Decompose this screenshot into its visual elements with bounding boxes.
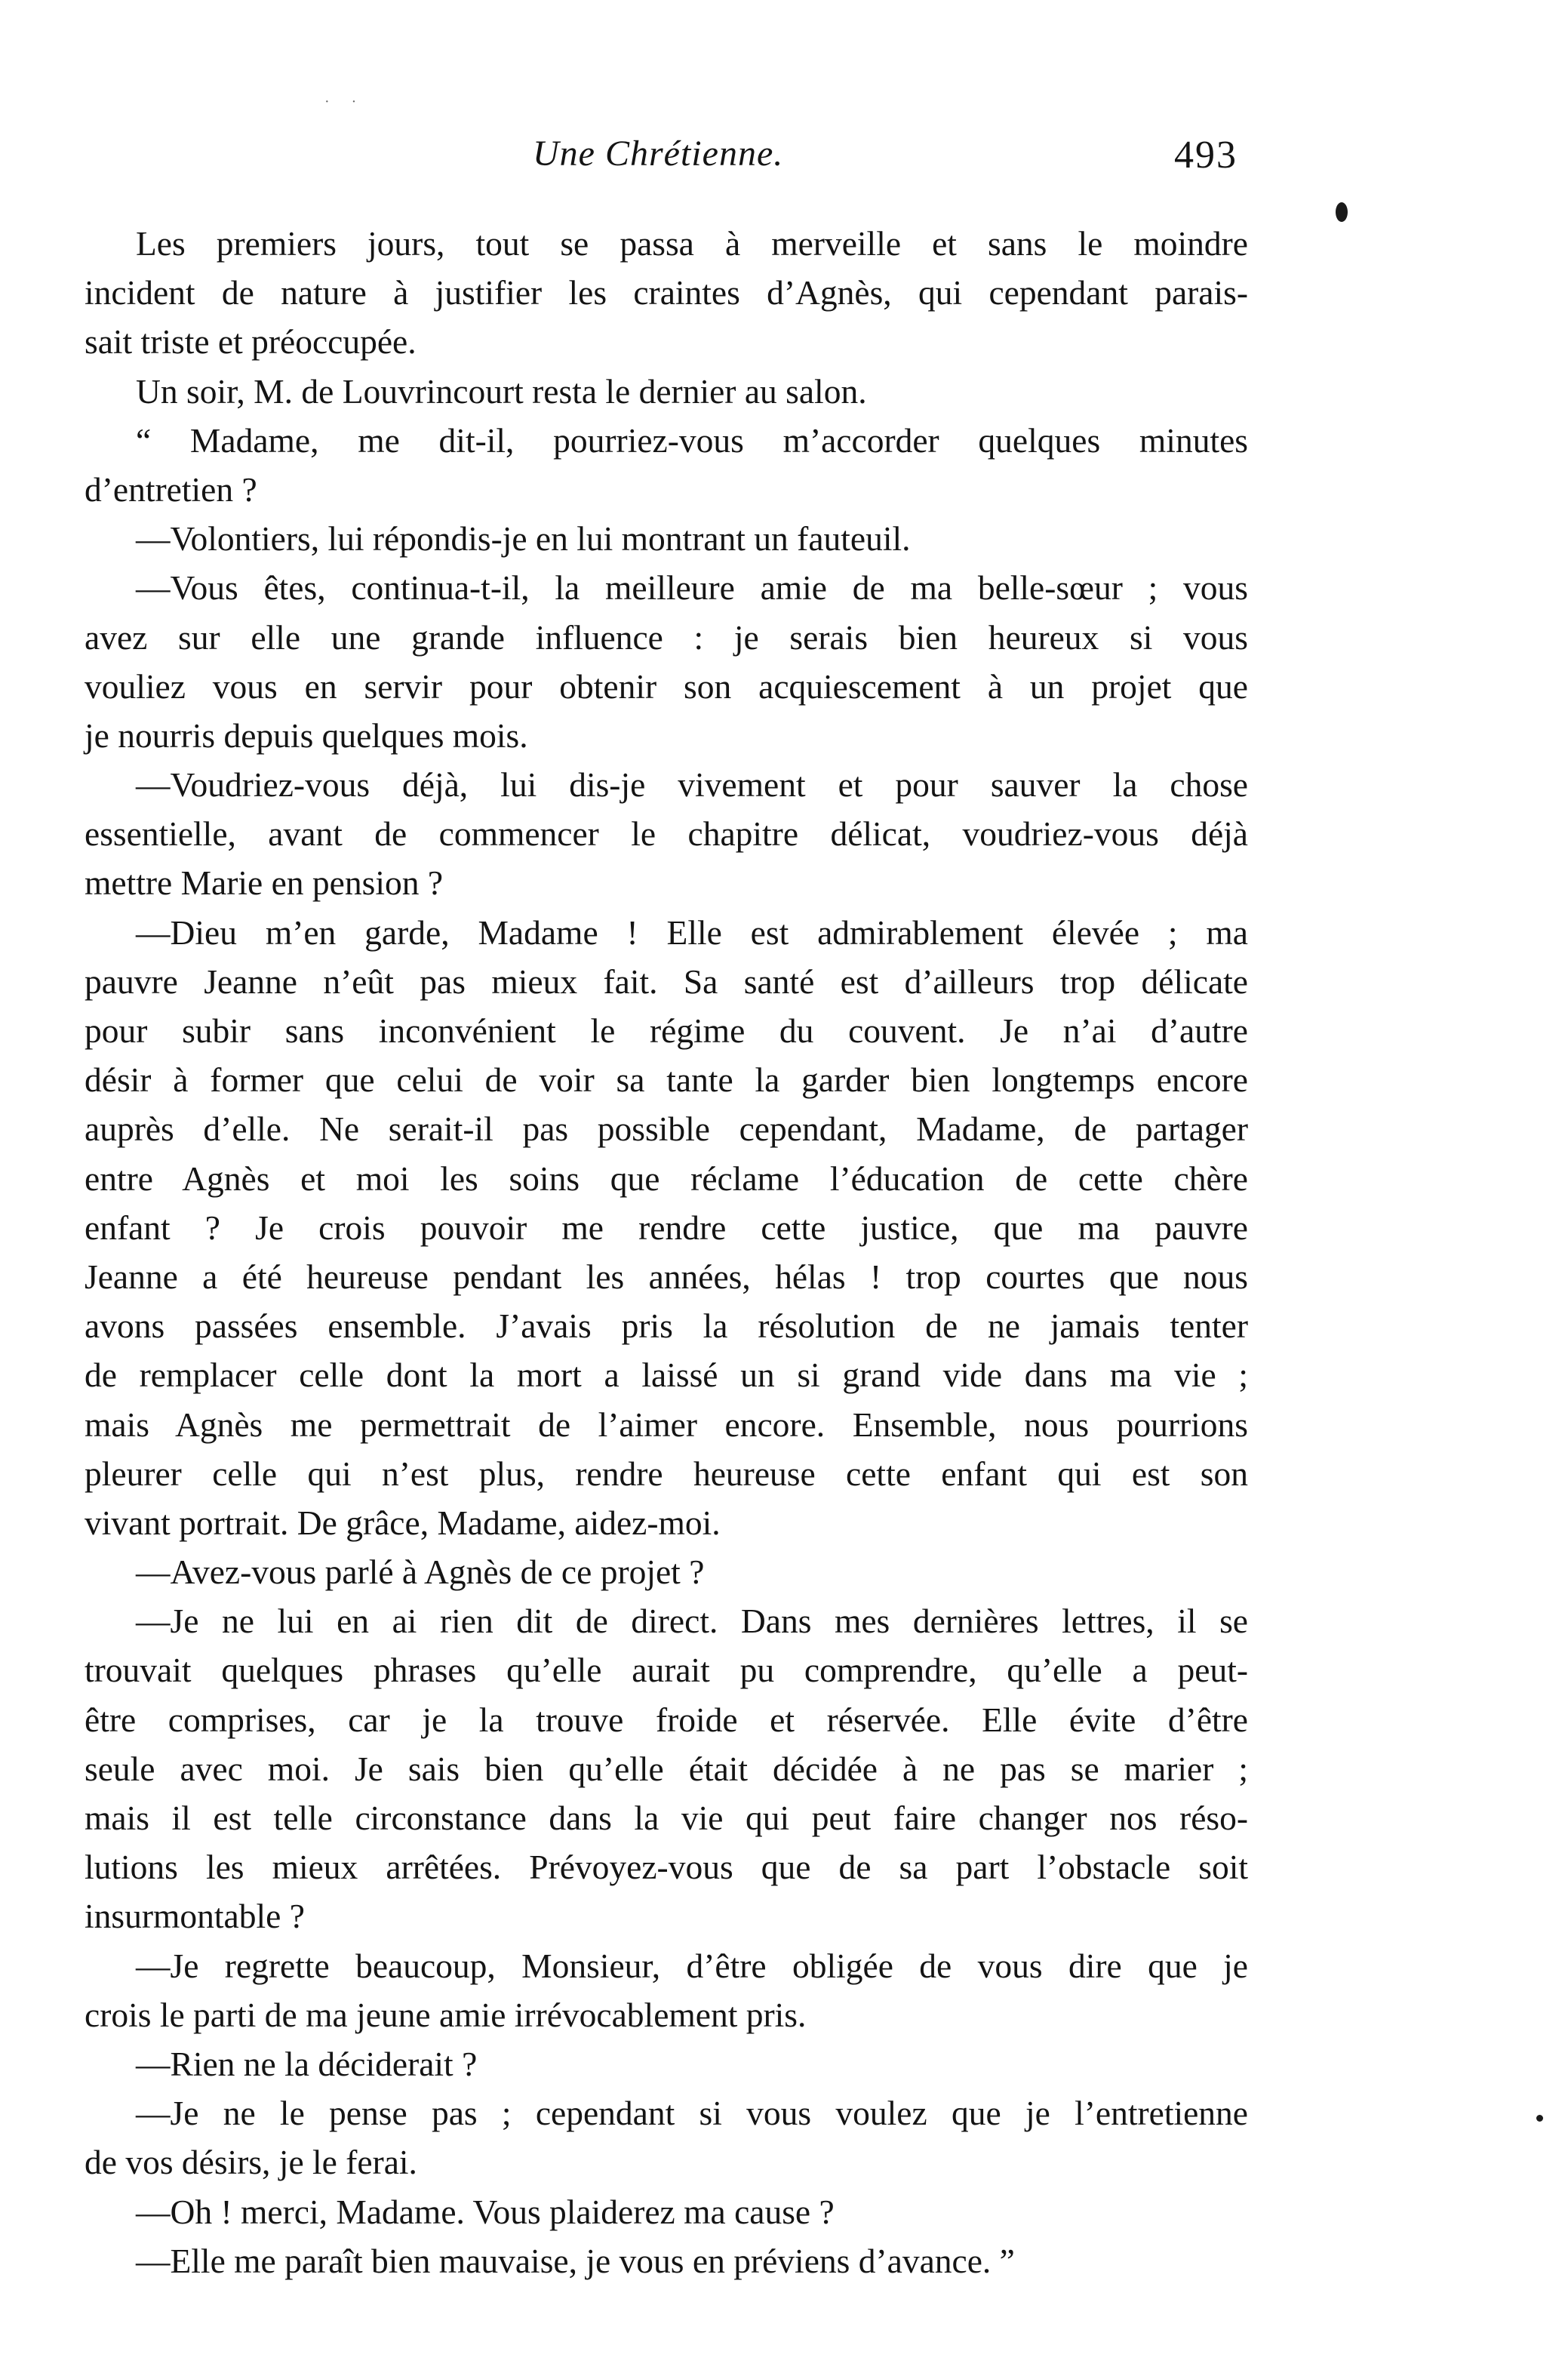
text-line: —Oh ! merci, Madame. Vous plaiderez ma cause ? [136,2192,835,2231]
text-line: —Vous êtes, continua-t-il, la meilleure amie de ma belle-sœur ; vous [136,568,1248,608]
text-line: désir à former que celui de voir sa tante la garder bien longtemps encore [85,1060,1248,1100]
text-line: —Avez-vous parlé à Agnès de ce projet ? [136,1553,705,1592]
running-title: Une Chrétienne. [533,134,784,174]
text-line: Un soir, M. de Louvrincourt resta le dernier au salon. [136,371,867,411]
text-line: Les premiers jours, tout se passa à merveille et sans le moindre [136,224,1248,263]
text-line: être comprises, car je la trouve froide et réservée. Elle évite d’être [85,1700,1248,1739]
text-line: trouvait quelques phrases qu’elle aurait pu comprendre, qu’elle a peut- [85,1651,1248,1690]
text-line: insurmontable ? [85,1897,305,1936]
text-line: mais il est telle circonstance dans la vie qui peut faire changer nos réso- [85,1799,1248,1837]
text-line: enfant ? Je crois pouvoir me rendre cette justice, que ma pauvre [85,1208,1248,1247]
text-line: mais Agnès me permettrait de l’aimer encore. Ensemble, nous pourrions [85,1405,1248,1444]
text-line: de vos désirs, je le ferai. [85,2143,417,2182]
text-line: —Volontiers, lui répondis-je en lui montrant un fauteuil. [136,519,911,559]
text-line: avez sur elle une grande influence : je serais bien heureux si vous [85,617,1248,657]
text-line: “ Madame, me dit-il, pourriez-vous m’accorder quelques minutes [136,420,1248,460]
text-line: —Je regrette beaucoup, Monsieur, d’être obligée de vous dire que je [136,1946,1248,1985]
text-line: Jeanne a été heureuse pendant les années, hélas ! trop courtes que nous [85,1257,1248,1296]
text-line: crois le parti de ma jeune amie irrévocablement pris. [85,1995,807,2034]
text-line: sait triste et préoccupée. [85,322,417,362]
text-line: mettre Marie en pension ? [85,863,444,903]
text-line: —Rien ne la déciderait ? [136,2044,478,2083]
text-line: —Elle me paraît bien mauvaise, je vous en préviens d’avance. ” [136,2241,1015,2280]
text-line: —Je ne le pense pas ; cependant si vous voulez que je l’entretienne [136,2094,1248,2133]
running-head [0,133,1568,186]
text-line: de remplacer celle dont la mort a laissé un si grand vide dans ma vie ; [85,1356,1248,1395]
text-line: vouliez vous en servir pour obtenir son acquiescement à un projet que [85,666,1248,706]
text-line: —Voudriez-vous déjà, lui dis-je vivement et pour sauver la chose [136,765,1248,805]
ink-dot [1536,2115,1543,2122]
text-line: —Je ne lui en ai rien dit de direct. Dans mes dernières lettres, il se [136,1602,1248,1641]
text-line: auprès d’elle. Ne serait-il pas possible cependant, Madame, de partager [85,1109,1248,1149]
text-line: pour subir sans inconvénient le régime du couvent. Je n’ai d’autre [85,1011,1248,1050]
text-line: seule avec moi. Je sais bien qu’elle était décidée à ne pas se marier ; [85,1749,1248,1788]
text-line: —Dieu m’en garde, Madame ! Elle est admirablement élevée ; ma [136,913,1248,952]
text-line: pleurer celle qui n’est plus, rendre heureuse cette enfant qui est son [85,1454,1248,1493]
page-number: 493 [1174,134,1237,177]
ink-blot [1336,202,1348,222]
text-line: vivant portrait. De grâce, Madame, aidez-moi. [85,1503,721,1542]
text-line: d’entretien ? [85,469,257,509]
text-line: entre Agnès et moi les soins que réclame l’éducation de cette chère [85,1159,1248,1198]
text-line: je nourris depuis quelques mois. [85,716,528,755]
text-line: lutions les mieux arrêtées. Prévoyez-vous que de sa part l’obstacle soit [85,1848,1248,1887]
text-line: avons passées ensemble. J’avais pris la résolution de ne jamais tenter [85,1306,1248,1346]
body-text [85,219,1248,2285]
text-line: pauvre Jeanne n’eût pas mieux fait. Sa santé est d’ailleurs trop délicate [85,962,1248,1001]
text-line: incident de nature à justifier les craintes d’Agnès, qui cependant parais- [85,273,1248,312]
text-line: essentielle, avant de commencer le chapitre délicat, voudriez-vous déjà [85,814,1248,854]
print-specks: · · [324,94,366,110]
